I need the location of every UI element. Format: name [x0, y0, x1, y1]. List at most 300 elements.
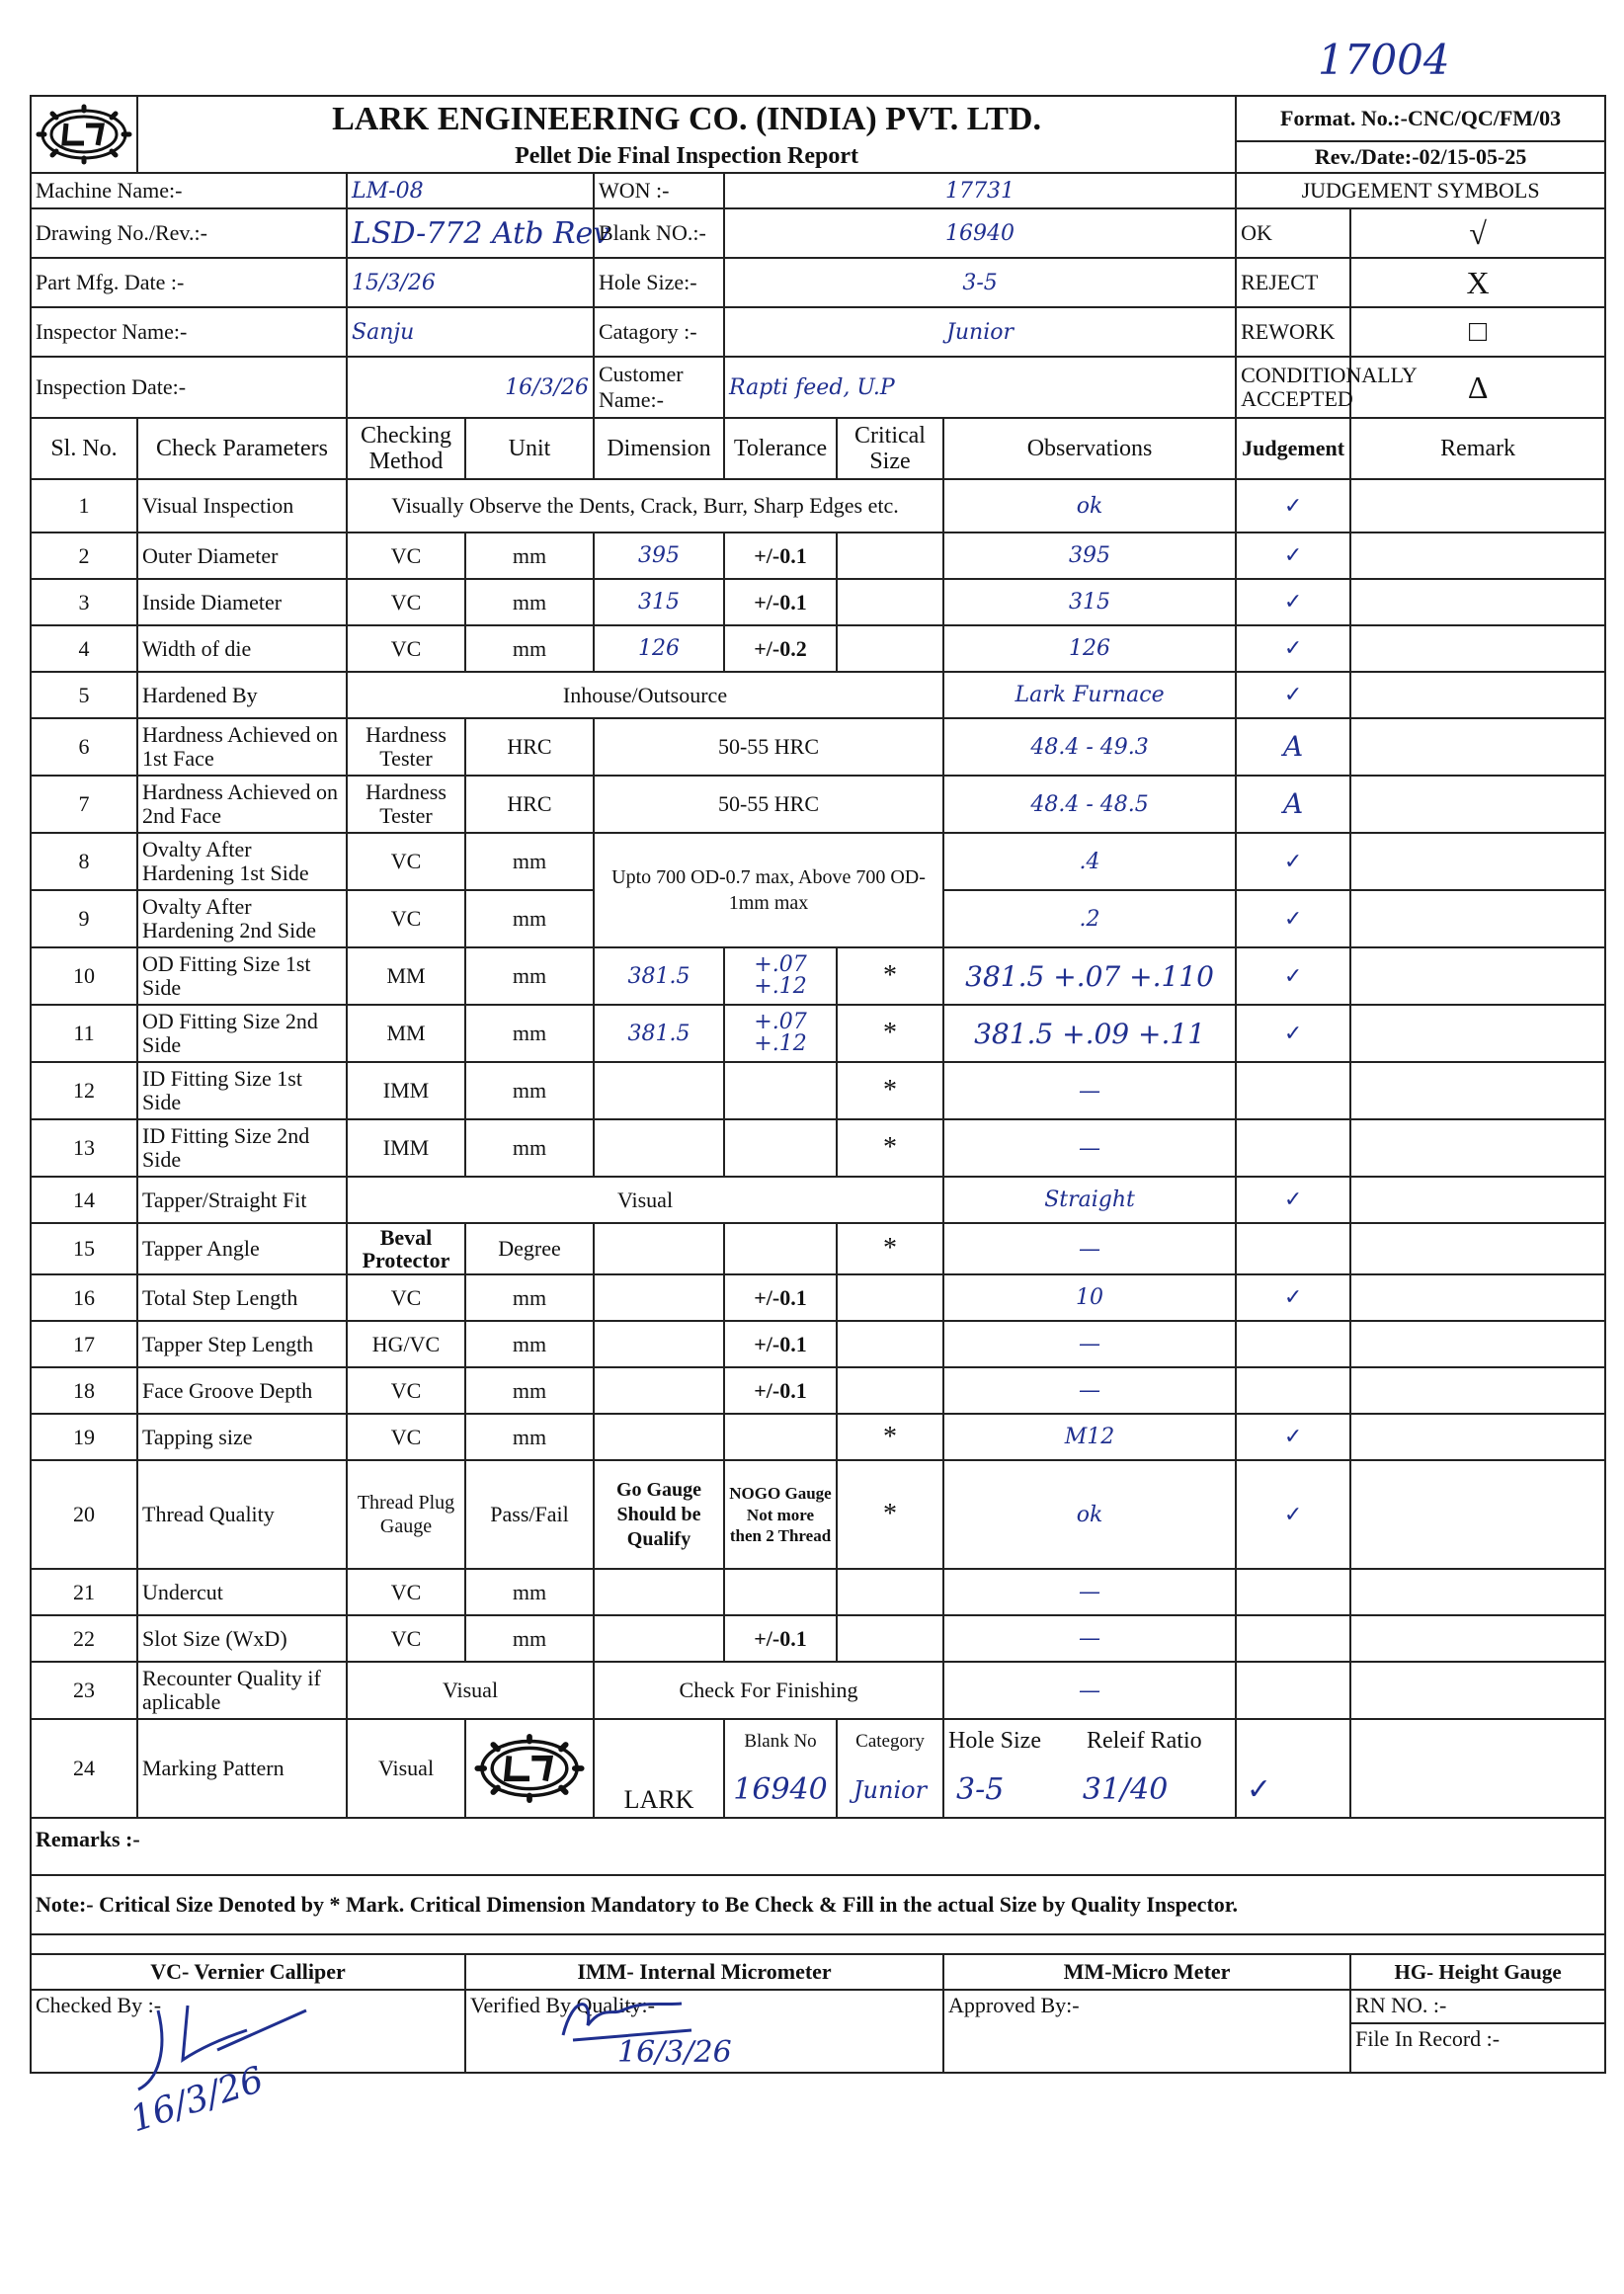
- row-tolerance: +/-0.1: [724, 1321, 837, 1367]
- row-param: Total Step Length: [137, 1274, 347, 1321]
- row-spec: 50-55 HRC: [594, 776, 943, 833]
- hole-size-value: 3-5: [724, 258, 1236, 307]
- symbol-reject: X: [1350, 258, 1605, 307]
- row-critical: [837, 1615, 943, 1662]
- row-judgement: [1236, 1119, 1350, 1177]
- row-method: VC: [347, 625, 465, 672]
- row-unit: Pass/Fail: [465, 1460, 594, 1569]
- row-sl: 14: [31, 1177, 137, 1223]
- row-dimension: 381.5: [594, 1005, 724, 1062]
- row-observation: 381.5 +.07 +.110: [943, 947, 1236, 1005]
- row-remark: [1350, 833, 1605, 890]
- table-row: [31, 1615, 1605, 1662]
- row-method: Visual: [347, 1662, 594, 1719]
- col-dimension: Dimension: [594, 418, 724, 479]
- row-unit: mm: [465, 625, 594, 672]
- row-observation: 315: [943, 579, 1236, 625]
- revision-date: Rev./Date:-02/15-05-25: [1236, 141, 1605, 173]
- row-dimension: Go Gauge Should be Qualify: [594, 1460, 724, 1569]
- machine-name-value: LM-08: [347, 173, 594, 208]
- row-dimension: [594, 1414, 724, 1460]
- row-remark: [1350, 1367, 1605, 1414]
- table-row: [31, 947, 1605, 1005]
- critical-note: Note:- Critical Size Denoted by * Mark. Critical Dimension Mandatory to Be Check & Fill in the actual Size by Quality Inspector.: [31, 1875, 1605, 1934]
- symbol-label-reject: REJECT: [1236, 258, 1350, 307]
- row-dimension: 395: [594, 533, 724, 579]
- category-value: Junior: [724, 307, 1236, 357]
- marking-values-holesize-relief: [943, 1762, 1272, 1818]
- row-sl: 8: [31, 833, 137, 890]
- table-row: [31, 776, 1605, 833]
- row-sl: 6: [31, 718, 137, 776]
- table-row: [31, 833, 1605, 890]
- table-row: [31, 1177, 1605, 1223]
- row-dimension: [594, 1321, 724, 1367]
- row-unit: mm: [465, 579, 594, 625]
- checked-by-label: Checked By :-: [31, 1990, 465, 2023]
- row-method: Hardness Tester: [347, 718, 465, 776]
- row-remark: [1350, 1005, 1605, 1062]
- row-observation: —: [943, 1062, 1236, 1119]
- col-judgement: Judgement: [1236, 418, 1350, 479]
- row-sl: 3: [31, 579, 137, 625]
- row-critical: [837, 1321, 943, 1367]
- row-judgement: ✓: [1236, 833, 1350, 890]
- row-judgement: [1236, 1223, 1350, 1274]
- won-value: 17731: [724, 173, 1236, 208]
- row-param: Hardness Achieved on 2nd Face: [137, 776, 347, 833]
- format-number: Format. No.:-CNC/QC/FM/03: [1236, 96, 1605, 141]
- table-row: [31, 1223, 1605, 1274]
- row-observation: 381.5 +.09 +.11: [943, 1005, 1236, 1062]
- row-remark: [1350, 533, 1605, 579]
- row-sl: 16: [31, 1274, 137, 1321]
- row-unit: mm: [465, 1062, 594, 1119]
- legend-vc: VC- Vernier Calliper: [31, 1954, 465, 1990]
- row-remark: [1350, 579, 1605, 625]
- row-tolerance: [724, 1119, 837, 1177]
- row-param: Outer Diameter: [137, 533, 347, 579]
- customer-name-value: Rapti feed, U.P: [724, 357, 1236, 418]
- row-param: Width of die: [137, 625, 347, 672]
- mfg-date-label: Part Mfg. Date :-: [31, 258, 347, 307]
- marking-header-category: Category: [837, 1719, 943, 1762]
- table-row: [31, 1460, 1605, 1569]
- table-row: [31, 579, 1605, 625]
- symbol-label-conditional: CONDITIONALLY ACCEPTED: [1236, 357, 1350, 418]
- row-judgement: A: [1236, 718, 1350, 776]
- blank-no-value: 16940: [724, 208, 1236, 258]
- row-unit: Degree: [465, 1223, 594, 1274]
- row-spec: Upto 700 OD-0.7 max, Above 700 OD-1mm max: [594, 833, 943, 947]
- row-unit: mm: [465, 833, 594, 890]
- row-param: Tapper Angle: [137, 1223, 347, 1274]
- table-row: [31, 1321, 1605, 1367]
- row-sl: 19: [31, 1414, 137, 1460]
- row-param: Recounter Quality if aplicable: [137, 1662, 347, 1719]
- row-remark: [1350, 625, 1605, 672]
- row-dimension: [594, 1274, 724, 1321]
- row-judgement: ✓: [1236, 625, 1350, 672]
- won-label: WON :-: [594, 173, 724, 208]
- symbol-rework: □: [1350, 307, 1605, 357]
- row-method: MM: [347, 1005, 465, 1062]
- table-row: [31, 718, 1605, 776]
- drawing-no-label: Drawing No./Rev.:-: [31, 208, 347, 258]
- marking-header-relief-ratio: Releif Ratio: [1086, 1728, 1202, 1755]
- row-sl: 9: [31, 890, 137, 947]
- marking-judgement: ✓: [1246, 1771, 1272, 1807]
- row-sl: 5: [31, 672, 137, 718]
- row-sl: 18: [31, 1367, 137, 1414]
- col-critical-size: Critical Size: [837, 418, 943, 479]
- row-dimension: [594, 1569, 724, 1615]
- row-tolerance: +.07 +.12: [724, 1005, 837, 1062]
- marking-value-hole-size: 3-5: [956, 1771, 1005, 1807]
- row-dimension: 315: [594, 579, 724, 625]
- blank-no-label: Blank NO.:-: [594, 208, 724, 258]
- file-in-record-label: File In Record :-: [1350, 2023, 1605, 2073]
- row-unit: mm: [465, 1321, 594, 1367]
- row-method: Visual: [347, 1719, 465, 1818]
- row-judgement: [1236, 1367, 1350, 1414]
- row-method: MM: [347, 947, 465, 1005]
- row-observation: 395: [943, 533, 1236, 579]
- row-dimension: [594, 1062, 724, 1119]
- row-dimension: [594, 1119, 724, 1177]
- inspector-name-label: Inspector Name:-: [31, 307, 347, 357]
- row-judgement: ✓: [1236, 479, 1350, 533]
- row-spec: Check For Finishing: [594, 1662, 943, 1719]
- row-sl: 15: [31, 1223, 137, 1274]
- row-unit: HRC: [465, 776, 594, 833]
- row-method: VC: [347, 890, 465, 947]
- row-sl: 23: [31, 1662, 137, 1719]
- row-method: VC: [347, 1615, 465, 1662]
- row-critical: *: [837, 947, 943, 1005]
- row-observation: —: [943, 1662, 1236, 1719]
- row-param: ID Fitting Size 1st Side: [137, 1062, 347, 1119]
- marking-lark-text: LARK: [594, 1719, 724, 1818]
- approved-by-label: Approved By:-: [943, 1990, 1350, 2023]
- row-critical: [837, 533, 943, 579]
- row-sl: 21: [31, 1569, 137, 1615]
- row-judgement: [1236, 1321, 1350, 1367]
- row-remark: [1350, 1119, 1605, 1177]
- row-remark: [1350, 1719, 1605, 1818]
- inspection-form: [30, 95, 1606, 2074]
- row-method: VC: [347, 579, 465, 625]
- marking-header-holesize-relief: [943, 1719, 1236, 1762]
- row-critical: *: [837, 1062, 943, 1119]
- row-judgement: [1236, 1662, 1350, 1719]
- row-param: OD Fitting Size 1st Side: [137, 947, 347, 1005]
- marking-logo: [465, 1719, 594, 1818]
- row-critical: *: [837, 1223, 943, 1274]
- row-unit: mm: [465, 1569, 594, 1615]
- row-observation: 10: [943, 1274, 1236, 1321]
- row-judgement: ✓: [1236, 672, 1350, 718]
- table-row: [31, 1005, 1605, 1062]
- row-remark: [1350, 776, 1605, 833]
- row-observation: ok: [943, 479, 1236, 533]
- row-remark: [1350, 1569, 1605, 1615]
- row-remark: [1350, 1223, 1605, 1274]
- legend-imm: IMM- Internal Micrometer: [465, 1954, 943, 1990]
- row-tolerance: +/-0.1: [724, 1615, 837, 1662]
- hole-size-label: Hole Size:-: [594, 258, 724, 307]
- row-observation: —: [943, 1367, 1236, 1414]
- row-judgement: [1236, 1062, 1350, 1119]
- marking-header-blank-no: Blank No: [724, 1719, 837, 1762]
- row-tolerance: +.07 +.12: [724, 947, 837, 1005]
- table-row: [31, 625, 1605, 672]
- row-method: VC: [347, 1569, 465, 1615]
- company-logo: [31, 96, 137, 173]
- row-dimension: [594, 1367, 724, 1414]
- row-sl: 1: [31, 479, 137, 533]
- row-judgement: [1236, 1569, 1350, 1615]
- symbol-conditional: Δ: [1350, 357, 1605, 418]
- row-spec: 50-55 HRC: [594, 718, 943, 776]
- row-unit: mm: [465, 1274, 594, 1321]
- table-row: [31, 1662, 1605, 1719]
- row-observation: M12: [943, 1414, 1236, 1460]
- row-param: Ovalty After Hardening 2nd Side: [137, 890, 347, 947]
- row-sl: 12: [31, 1062, 137, 1119]
- row-method: VC: [347, 1274, 465, 1321]
- inspection-date-value: 16/3/26: [347, 357, 594, 418]
- category-label: Catagory :-: [594, 307, 724, 357]
- row-sl: 2: [31, 533, 137, 579]
- row-tolerance: +/-0.1: [724, 579, 837, 625]
- row-tolerance: +/-0.1: [724, 1367, 837, 1414]
- row-method: VC: [347, 1367, 465, 1414]
- legend-hg: HG- Height Gauge: [1350, 1954, 1605, 1990]
- row-remark: [1350, 672, 1605, 718]
- row-param: OD Fitting Size 2nd Side: [137, 1005, 347, 1062]
- row-method: VC: [347, 533, 465, 579]
- mfg-date-value: 15/3/26: [347, 258, 594, 307]
- row-observation: —: [943, 1569, 1236, 1615]
- row-critical: [837, 1367, 943, 1414]
- row-observation: Lark Furnace: [943, 672, 1236, 718]
- row-param: Ovalty After Hardening 1st Side: [137, 833, 347, 890]
- row-remark: [1350, 1062, 1605, 1119]
- row-param: Slot Size (WxD): [137, 1615, 347, 1662]
- row-param: ID Fitting Size 2nd Side: [137, 1119, 347, 1177]
- row-tolerance: +/-0.2: [724, 625, 837, 672]
- row-tolerance: [724, 1062, 837, 1119]
- col-tolerance: Tolerance: [724, 418, 837, 479]
- row-critical: *: [837, 1005, 943, 1062]
- row-judgement: ✓: [1236, 1274, 1350, 1321]
- row-observation: —: [943, 1223, 1236, 1274]
- row-sl: 11: [31, 1005, 137, 1062]
- legend-mm: MM-Micro Meter: [943, 1954, 1350, 1990]
- checked-by-date: 16/3/26: [125, 2059, 269, 2141]
- customer-name-label: Customer Name:-: [594, 357, 724, 418]
- row-method: HG/VC: [347, 1321, 465, 1367]
- row-spec: Visually Observe the Dents, Crack, Burr, Sharp Edges etc.: [347, 479, 943, 533]
- row-remark: [1350, 1615, 1605, 1662]
- row-method: IMM: [347, 1119, 465, 1177]
- row-tolerance: [724, 1414, 837, 1460]
- row-method: Beval Protector: [347, 1223, 465, 1274]
- row-observation: —: [943, 1119, 1236, 1177]
- row-method: IMM: [347, 1062, 465, 1119]
- row-remark: [1350, 1662, 1605, 1719]
- marking-value-category: Junior: [837, 1762, 943, 1818]
- row-observation: Straight: [943, 1177, 1236, 1223]
- row-sl: 20: [31, 1460, 137, 1569]
- row-param: Tapper Step Length: [137, 1321, 347, 1367]
- row-critical: [837, 1569, 943, 1615]
- row-critical: [837, 625, 943, 672]
- row-observation: 126: [943, 625, 1236, 672]
- row-dimension: [594, 1615, 724, 1662]
- row-dimension: 126: [594, 625, 724, 672]
- row-judgement: ✓: [1236, 1005, 1350, 1062]
- symbol-label-ok: OK: [1236, 208, 1350, 258]
- row-observation: —: [943, 1321, 1236, 1367]
- row-judgement: ✓: [1236, 1177, 1350, 1223]
- table-row: [31, 1414, 1605, 1460]
- table-row: [31, 479, 1605, 533]
- row-observation: 48.4 - 48.5: [943, 776, 1236, 833]
- report-title: Pellet Die Final Inspection Report: [137, 141, 1236, 173]
- row-remark: [1350, 947, 1605, 1005]
- row-method: Thread Plug Gauge: [347, 1460, 465, 1569]
- row-param: Inside Diameter: [137, 579, 347, 625]
- row-tolerance: [724, 1569, 837, 1615]
- company-name: LARK ENGINEERING CO. (INDIA) PVT. LTD.: [137, 96, 1236, 141]
- verified-by-date: 16/3/26: [617, 2035, 732, 2070]
- row-unit: mm: [465, 1367, 594, 1414]
- drawing-no-value: LSD-772 Atb Rev: [347, 208, 594, 258]
- row-method: VC: [347, 1414, 465, 1460]
- row-sl: 22: [31, 1615, 137, 1662]
- row-remark: [1350, 1460, 1605, 1569]
- row-spec: Inhouse/Outsource: [347, 672, 943, 718]
- verified-by-label: Verified By Quality:-: [465, 1990, 943, 2023]
- row-critical: [837, 1274, 943, 1321]
- row-critical: *: [837, 1460, 943, 1569]
- row-tolerance: +/-0.1: [724, 533, 837, 579]
- spacer-row: [31, 1934, 1605, 1954]
- row-param: Undercut: [137, 1569, 347, 1615]
- symbol-label-rework: REWORK: [1236, 307, 1350, 357]
- inspection-date-label: Inspection Date:-: [31, 357, 347, 418]
- row-judgement: ✓: [1236, 890, 1350, 947]
- row-unit: mm: [465, 533, 594, 579]
- row-tolerance: NOGO Gauge Not more then 2 Thread: [724, 1460, 837, 1569]
- column-header-row: [31, 418, 1605, 479]
- table-row: [31, 672, 1605, 718]
- row-sl: 24: [31, 1719, 137, 1818]
- row-critical: *: [837, 1414, 943, 1460]
- row-unit: mm: [465, 1615, 594, 1662]
- table-row-marking: [31, 1719, 1605, 1762]
- row-observation: ok: [943, 1460, 1236, 1569]
- row-method: Hardness Tester: [347, 776, 465, 833]
- row-critical: [837, 579, 943, 625]
- row-sl: 13: [31, 1119, 137, 1177]
- row-remark: [1350, 1177, 1605, 1223]
- table-row: [31, 1062, 1605, 1119]
- row-remark: [1350, 1414, 1605, 1460]
- row-observation: .4: [943, 833, 1236, 890]
- row-critical: *: [837, 1119, 943, 1177]
- approved-by-space: [943, 2023, 1350, 2073]
- row-tolerance: +/-0.1: [724, 1274, 837, 1321]
- row-sl: 4: [31, 625, 137, 672]
- row-observation: .2: [943, 890, 1236, 947]
- row-dimension: 381.5: [594, 947, 724, 1005]
- row-sl: 7: [31, 776, 137, 833]
- row-judgement: A: [1236, 776, 1350, 833]
- col-unit: Unit: [465, 418, 594, 479]
- row-param: Thread Quality: [137, 1460, 347, 1569]
- row-unit: mm: [465, 1414, 594, 1460]
- row-observation: —: [943, 1615, 1236, 1662]
- remarks-label: Remarks :-: [31, 1818, 1605, 1875]
- row-param: Marking Pattern: [137, 1719, 347, 1818]
- col-checking-method: Checking Method: [347, 418, 465, 479]
- row-judgement: ✓: [1236, 1460, 1350, 1569]
- row-unit: mm: [465, 890, 594, 947]
- row-dimension: [594, 1223, 724, 1274]
- row-method: VC: [347, 833, 465, 890]
- table-row: [31, 533, 1605, 579]
- row-unit: mm: [465, 947, 594, 1005]
- inspector-name-value: Sanju: [347, 307, 594, 357]
- marking-value-blank-no: 16940: [724, 1762, 837, 1818]
- row-remark: [1350, 890, 1605, 947]
- row-unit: HRC: [465, 718, 594, 776]
- row-judgement: ✓: [1236, 533, 1350, 579]
- row-remark: [1350, 1274, 1605, 1321]
- row-remark: [1350, 479, 1605, 533]
- row-judgement: [1236, 1615, 1350, 1662]
- table-row: [31, 1119, 1605, 1177]
- row-param: Tapping size: [137, 1414, 347, 1460]
- row-remark: [1350, 1321, 1605, 1367]
- row-judgement: ✓: [1236, 1414, 1350, 1460]
- handwritten-reference-number: 17004: [1318, 36, 1450, 84]
- row-spec: Visual: [347, 1177, 943, 1223]
- table-row: [31, 1569, 1605, 1615]
- row-param: Tapper/Straight Fit: [137, 1177, 347, 1223]
- row-remark: [1350, 718, 1605, 776]
- marking-header-hole-size: Hole Size: [948, 1728, 1041, 1755]
- row-tolerance: [724, 1223, 837, 1274]
- row-observation: 48.4 - 49.3: [943, 718, 1236, 776]
- col-check-parameters: Check Parameters: [137, 418, 347, 479]
- col-remark: Remark: [1350, 418, 1605, 479]
- table-row: [31, 1367, 1605, 1414]
- row-unit: mm: [465, 1119, 594, 1177]
- row-sl: 17: [31, 1321, 137, 1367]
- row-param: Hardness Achieved on 1st Face: [137, 718, 347, 776]
- machine-name-label: Machine Name:-: [31, 173, 347, 208]
- row-param: Visual Inspection: [137, 479, 347, 533]
- col-sl-no: Sl. No.: [31, 418, 137, 479]
- row-sl: 10: [31, 947, 137, 1005]
- col-observations: Observations: [943, 418, 1236, 479]
- marking-value-relief-ratio: 31/40: [1082, 1771, 1169, 1807]
- symbol-ok: √: [1350, 208, 1605, 258]
